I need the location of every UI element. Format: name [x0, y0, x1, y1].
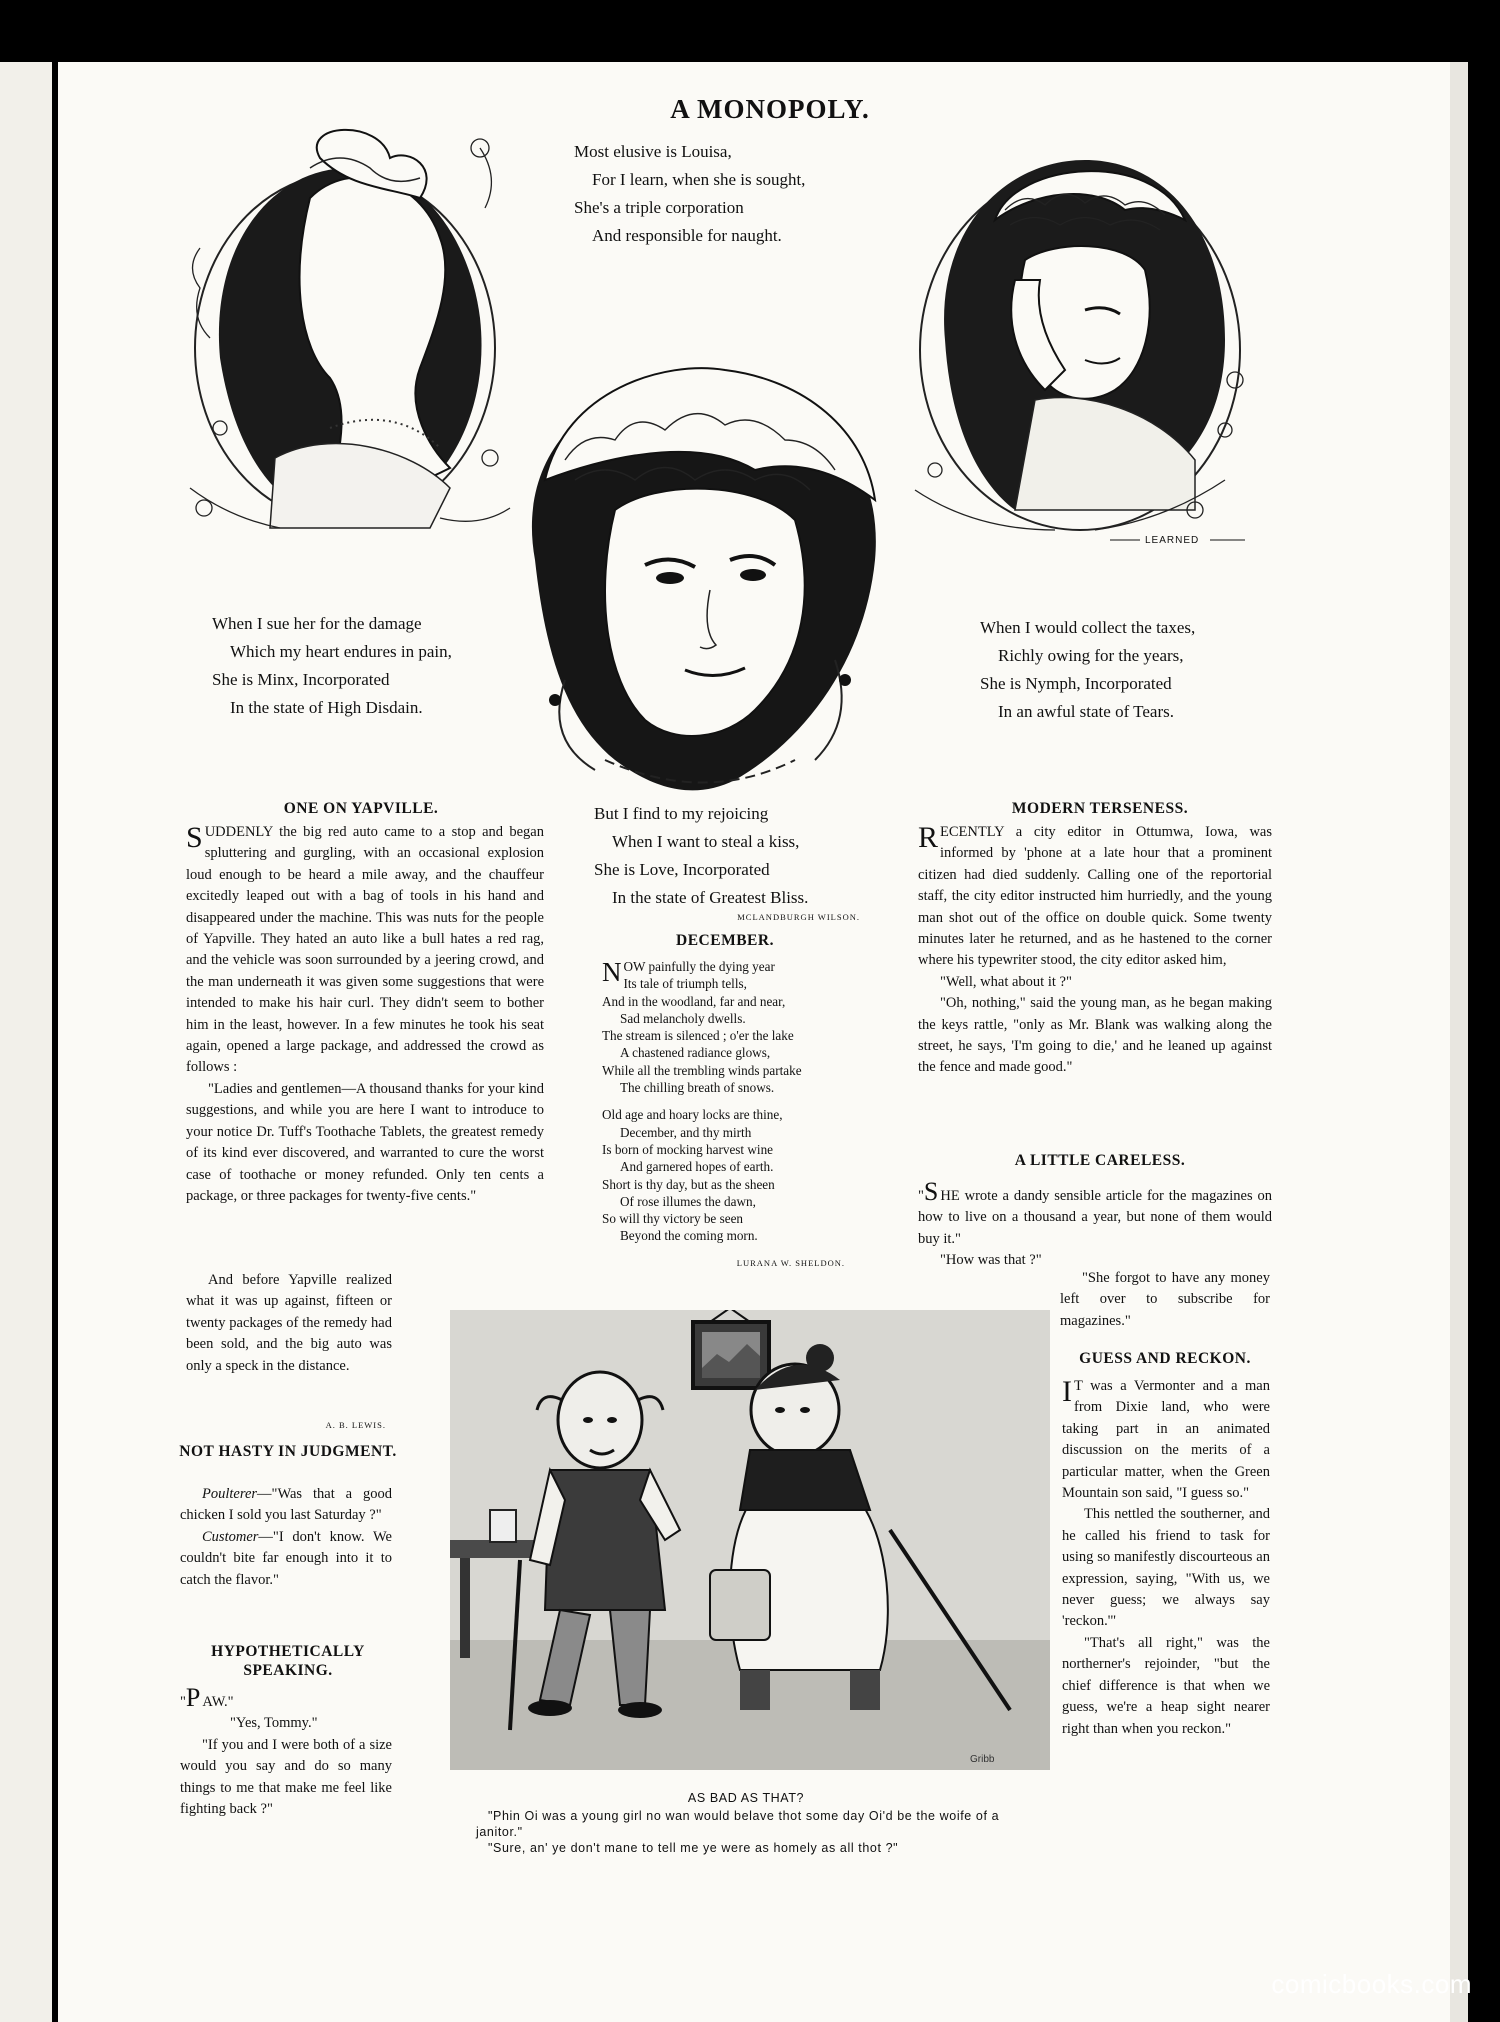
poem-line: Short is thy day, but as the sheen — [602, 1176, 775, 1192]
poem-stanza-2 — [212, 610, 452, 722]
poem-line: Most elusive is Louisa, — [574, 142, 732, 161]
article-guess — [1062, 1376, 1270, 1740]
speaker-label: Customer — [202, 1528, 259, 1545]
poem-line: And in the woodland, far and near, — [602, 993, 786, 1009]
poem-line: OW painfully the dying year — [623, 959, 775, 974]
woman-crying-illustration — [895, 130, 1265, 560]
paragraph: "Oh, nothing," said the young man, as he began making the keys rattle, "only as Mr. Blank was walking along the street, he says, 'I'm going to die,' and he leaned up against the fence and made good." — [918, 995, 1272, 1076]
poem-line: Is born of mocking harvest wine — [602, 1141, 774, 1157]
poem-line: Its tale of triumph tells, — [623, 976, 747, 992]
watermark-text: comicbooks.com — [1271, 1969, 1472, 1999]
drop-cap: P — [185, 1683, 201, 1712]
quote-mark: " — [918, 1188, 924, 1204]
poem-line: Which my heart endures in pain, — [230, 642, 452, 661]
article-careless-continued — [1060, 1268, 1270, 1332]
dialogue-line: —"I don't know. We couldn't bite far enough into it to catch the flavor." — [180, 1528, 392, 1588]
cartoon-illustration — [450, 1310, 1050, 1770]
poem-line: A chastened radiance glows, — [620, 1045, 771, 1061]
paragraph: "That's all right," was the northerner's rejoinder, "but the chief difference is that when we guess, we're a heap sight nearer right than when you reckon." — [1062, 1634, 1270, 1737]
speaker-label: Poulterer — [202, 1486, 258, 1502]
drop-cap: S — [186, 821, 203, 854]
poem-line: And responsible for naught. — [592, 226, 782, 245]
article-terseness — [918, 822, 1272, 1079]
poem-line: Richly owing for the years, — [998, 646, 1184, 665]
poem-line: The stream is silenced ; o'er the lake — [602, 1028, 794, 1044]
poem-line: In an awful state of Tears. — [998, 702, 1174, 721]
poem-line: She is Love, Incorporated — [594, 860, 770, 879]
poem-line: While all the trembling winds partake — [602, 1062, 802, 1078]
poem-line: So will thy victory be seen — [602, 1211, 744, 1227]
drop-cap: I — [1062, 1375, 1072, 1408]
paragraph: And before Yapville realized what it was up against, fifteen or twenty packages of the remedy had been sold, and the big auto was only a speck in the distance. — [186, 1272, 392, 1374]
paragraph-lead: AW." — [202, 1694, 234, 1710]
poem-line: She is Nymph, Incorporated — [980, 674, 1172, 693]
dialogue-line: "Yes, Tommy." — [230, 1715, 318, 1732]
drop-cap: S — [923, 1177, 939, 1206]
poem-line: In the state of Greatest Bliss. — [612, 888, 809, 907]
poem-line: For I learn, when she is sought, — [592, 170, 806, 189]
woman-face-illustration — [505, 360, 895, 800]
article-heading-not-hasty: NOT HASTY IN JUDGMENT. — [179, 1443, 397, 1460]
drop-cap: R — [918, 821, 939, 854]
poem-line: December, and thy mirth — [620, 1124, 752, 1140]
caption-line: "Sure, an' ye don't mane to tell me ye were as homely as all thot ?" — [488, 1841, 899, 1855]
poem-line: Beyond the coming morn. — [620, 1228, 758, 1244]
cartoon-caption — [476, 1808, 1016, 1856]
paragraph: HE wrote a dandy sensible article for the magazines on how to live on a thousand a year, but none of them would buy it." — [918, 1188, 1272, 1247]
article-hypothetically — [180, 1684, 392, 1820]
paragraph: T was a Vermonter and a man from Dixie land, who were taking part in an animated discussion on the merits of a particular matter, when the Green Mountain son said, "I guess so." — [1062, 1378, 1270, 1502]
poem-line: Old age and hoary locks are thine, — [602, 1107, 783, 1123]
poem-author: MCLANDBURGH WILSON. — [737, 912, 860, 922]
poem-stanza-1 — [574, 138, 805, 250]
article-heading-yapville: ONE ON YAPVILLE. — [283, 800, 439, 817]
poem-title: A MONOPOLY. — [670, 94, 870, 124]
poem-line: When I want to steal a kiss, — [612, 832, 800, 851]
svg-text:Gribb: Gribb — [970, 1754, 995, 1765]
paragraph: "How was that ?" — [940, 1252, 1042, 1269]
poem-author-december: LURANA W. SHELDON. — [736, 1258, 845, 1268]
poem-heading-december: DECEMBER. — [676, 932, 774, 949]
artist-signature: LEARNED — [1145, 535, 1200, 546]
article-heading-hypothetically: HYPOTHETICALLY SPEAKING. — [211, 1643, 365, 1679]
poem-line: In the state of High Disdain. — [230, 698, 423, 717]
paragraph: This nettled the southerner, and he called his friend to task for using so manifestly discourteous an expression, saying, "With us, we never guess; we always say 'reckon.'" — [1062, 1506, 1270, 1630]
poem-line: Sad melancholy dwells. — [620, 1010, 746, 1026]
article-yapville-continued — [186, 1270, 392, 1377]
article-heading-careless: A LITTLE CARELESS. — [1014, 1152, 1186, 1169]
poem-line: Of rose illumes the dawn, — [620, 1193, 756, 1209]
poem-stanza-4 — [594, 800, 808, 912]
poem-line: She's a triple corporation — [574, 198, 744, 217]
quote-mark: " — [180, 1694, 186, 1710]
poem-line: She is Minx, Incorporated — [212, 670, 390, 689]
article-heading-guess: GUESS AND RECKON. — [1079, 1350, 1251, 1367]
article-yapville — [186, 822, 544, 1207]
paragraph: "Ladies and gentlemen—A thousand thanks for your kind suggestions, and while you are here I want to introduce to your notice Dr. Tuff's Toothache Tablets, the greatest remedy of its kind ever discovered, and warranted to cure the worst case of toothache or money refunded. Only ten cents a package, or three packages for twenty-five cents." — [186, 1080, 544, 1204]
dialogue-line: —"Was that a good chicken I sold you last Saturday ?" — [180, 1486, 392, 1524]
poem-line: The chilling breath of snows. — [620, 1080, 775, 1096]
poem-line: When I would collect the taxes, — [980, 618, 1196, 637]
page-edge-right — [1450, 62, 1468, 2022]
drop-cap: N — [602, 957, 622, 987]
paragraph: "Well, what about it ?" — [940, 973, 1072, 990]
cartoon-caption-title: AS BAD AS THAT? — [687, 1791, 805, 1805]
article-heading-terseness: MODERN TERSENESS. — [1011, 800, 1189, 817]
article-author-yapville: A. B. LEWIS. — [325, 1420, 386, 1430]
poem-line: When I sue her for the damage — [212, 614, 422, 633]
woman-profile-illustration — [180, 128, 520, 548]
paragraph: UDDENLY the big red auto came to a stop and began spluttering and gurgling, with an occasional explosion loud enough to be heard a mile away, and the chauffeur excitedly leaped out with a bag of tools in his hand and disappeared under the machine. This was nuts for the people of Yapville. They hated an auto like a bull hates a red rag, and the vehicle was soon surrounded by a jeering crowd, and the man underneath it was given some suggestions that were intended to make his hair curl. They didn't seem to bother him in the least, however. In a few minutes he took his seat again, opened a large package, and addressed the crowd as follows : — [186, 824, 544, 1076]
poem-stanza-3 — [980, 614, 1195, 726]
facing-page-edge — [0, 62, 56, 2022]
poem-line: But I find to my rejoicing — [594, 804, 769, 823]
caption-line: "Phin Oi was a young girl no wan would belave thot some day Oi'd be the woife of a janitor." — [476, 1809, 1000, 1839]
article-not-hasty — [180, 1484, 392, 1591]
poem-line: And garnered hopes of earth. — [620, 1159, 774, 1175]
article-careless — [918, 1178, 1272, 1272]
poem-december — [602, 958, 862, 1245]
dialogue-line: "If you and I were both of a size would you say and do so many things to me that make me feel like fighting back ?" — [180, 1736, 392, 1818]
paragraph: "She forgot to have any money left over to subscribe for magazines." — [1060, 1270, 1270, 1329]
paragraph: ECENTLY a city editor in Ottumwa, Iowa, was informed by 'phone at a late hour that a prominent citizen had died suddenly. Calling one of the reportorial staff, the city editor instructed him hurriedly, and the young man shot out of the office on double quick. Some twenty minutes later he returned, and as he hastened to the corner where his typewriter stood, the city editor asked him, — [918, 824, 1272, 969]
